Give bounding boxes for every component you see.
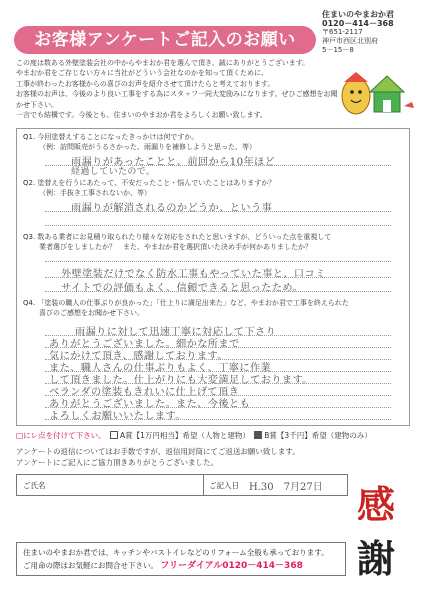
option-a-label: A賞【1万円相当】希望（人物と建物） [119,431,250,440]
answer-1-line-2: 経過していたので。 [71,167,156,177]
date-value: H.30 7月27日 [249,482,323,493]
option-b-label: B賞【3千円】希望（建物のみ） [264,431,372,440]
date-label: ご記入日 [209,481,239,490]
question-4-text: Q4. 「塗装の職人の仕事ぶりが良かった」「仕上りに満足出来た」など、やまおか君で工事を終えられた [23,299,349,307]
answer-rule [45,261,391,262]
answer-2-line-1: 雨漏りが解消されるのかどうか、という事 [71,203,273,214]
intro-line: 工事が終わったお客様からの喜びのお声を紹介させて頂けたらと考えております。 [16,79,275,88]
question-4-text-2: 喜びのご感想をお聞かせ下さい。 [39,308,144,317]
option-a-checkbox[interactable] [110,431,118,439]
question-1-example: （例：訪問販売がうるさかった、雨漏りを補修しようと思った、等） [39,142,256,151]
question-2-example: （例：手抜き工事されないか、等） [39,188,151,197]
answer-4-line-5: して頂きました。仕上がりにも大変満足しております。 [49,375,313,386]
footer-line-2: ご用命の際はお気軽にお問合せ下さい。 [23,561,158,570]
company-postal: 〒651-2117 [322,28,363,36]
reply-note [16,446,346,468]
prize-checkline [16,430,372,441]
intro-line: この度は数ある外壁塗装会社の中からやまおか君を選んで頂き、誠にありがとうございます。 [16,59,310,67]
option-b-checkbox[interactable] [254,431,262,439]
answer-rule [45,291,391,292]
footer-line-1: 住まいのやまおか君では、キッチンやバストイレなどのリフォーム全般も承っております。 [23,548,329,557]
answer-rule [45,211,391,212]
answer-4-line-8: よろしくお願いいたします。 [49,411,186,422]
answer-3-line-2: サイトでの評価もよく、信頼できると思ったため。 [61,283,304,294]
kansha-char-2: 謝 [356,536,396,581]
freedial-number: フリーダイアル0120－414－368 [160,561,303,571]
answer-4-line-7: ありがとうございました。また、今後とも [49,399,251,410]
intro-line: お客様のお声は、今後のより良い工事をする為にスタッフ一同大変励みになります。ぜひご感想をお聞かせ下さい。 [16,90,338,109]
kansha-char-1: 感 [356,482,396,527]
question-3-text-2: 業者選びをしましたか？ また、やまおか君を選択頂いた決め手が何かありましたか？ [39,242,312,251]
answer-rule [45,277,391,278]
company-address-1: 神戸市西区北別府 [322,37,378,45]
intro-line: やまおか君をご存じない方々に当社がどういう会社なのかを知って頂くために、 [16,69,268,78]
answer-rule [45,225,391,226]
question-2 [23,179,401,198]
answer-4-line-4: また、職人さんの仕事ぶりもよく、丁寧に作業 [49,363,272,374]
footer-box [16,542,346,576]
question-4 [23,299,401,318]
reply-line: アンケートの返信についてはお手数ですが、返信用封筒にてご返送お願い致します。 [16,447,300,456]
signature-box [16,474,348,496]
answer-rule [45,419,391,420]
intro-text [16,58,338,120]
questionnaire-box [16,128,410,426]
answer-4-line-3: 気にかけて頂き、感謝しております。 [49,351,228,362]
divider [203,475,204,495]
answer-3-line-1: 外壁塗装だけでなく防水工事もやっていた事と、口コミ [61,269,326,280]
company-address-2: 5－15－8 [322,46,354,54]
company-info [322,10,422,55]
answer-4-line-6: ベランダの塗装もきれいに仕上げて頂き [49,387,240,398]
question-3-text: Q3. 数ある業者にお見積り取られたり様々な対応をされたと思いますが、どういった点を重視して [23,233,332,241]
reply-line: アンケートにご記入にご協力頂きありがとうございました。 [16,458,219,467]
answer-4-line-2: ありがとうございました。細かな所まで [49,339,240,350]
question-2-text: Q2. 塗替えを行うにあたって、不安だったこと・悩んでいたことはありますか？ [23,179,276,187]
question-1-text: Q1. 今回塗替えすることになったきっかけは何ですか。 [23,133,199,141]
kansha-calligraphy [352,470,400,590]
company-name: 住まいのやまおか君 [322,10,394,19]
question-1 [23,133,401,152]
answer-4-line-1: 雨漏りに対して迅速丁寧に対応して下さり [75,327,277,338]
page-title: お客様アンケートご記入のお願い [14,26,316,54]
mascot-illustration [334,66,420,126]
answer-1-line-1: 雨漏りがあったことと、前回から10年ほど [71,157,276,168]
name-label: ご氏名 [23,481,46,490]
question-3 [23,233,401,252]
checkbox-instruction: □にレ点を付けて下さい。 [16,431,106,440]
intro-line: 一言でも結構です。今後とも、住まいのやまおか君をよろしくお願い致します。 [16,111,267,120]
company-phone: 0120－414－368 [322,19,394,28]
